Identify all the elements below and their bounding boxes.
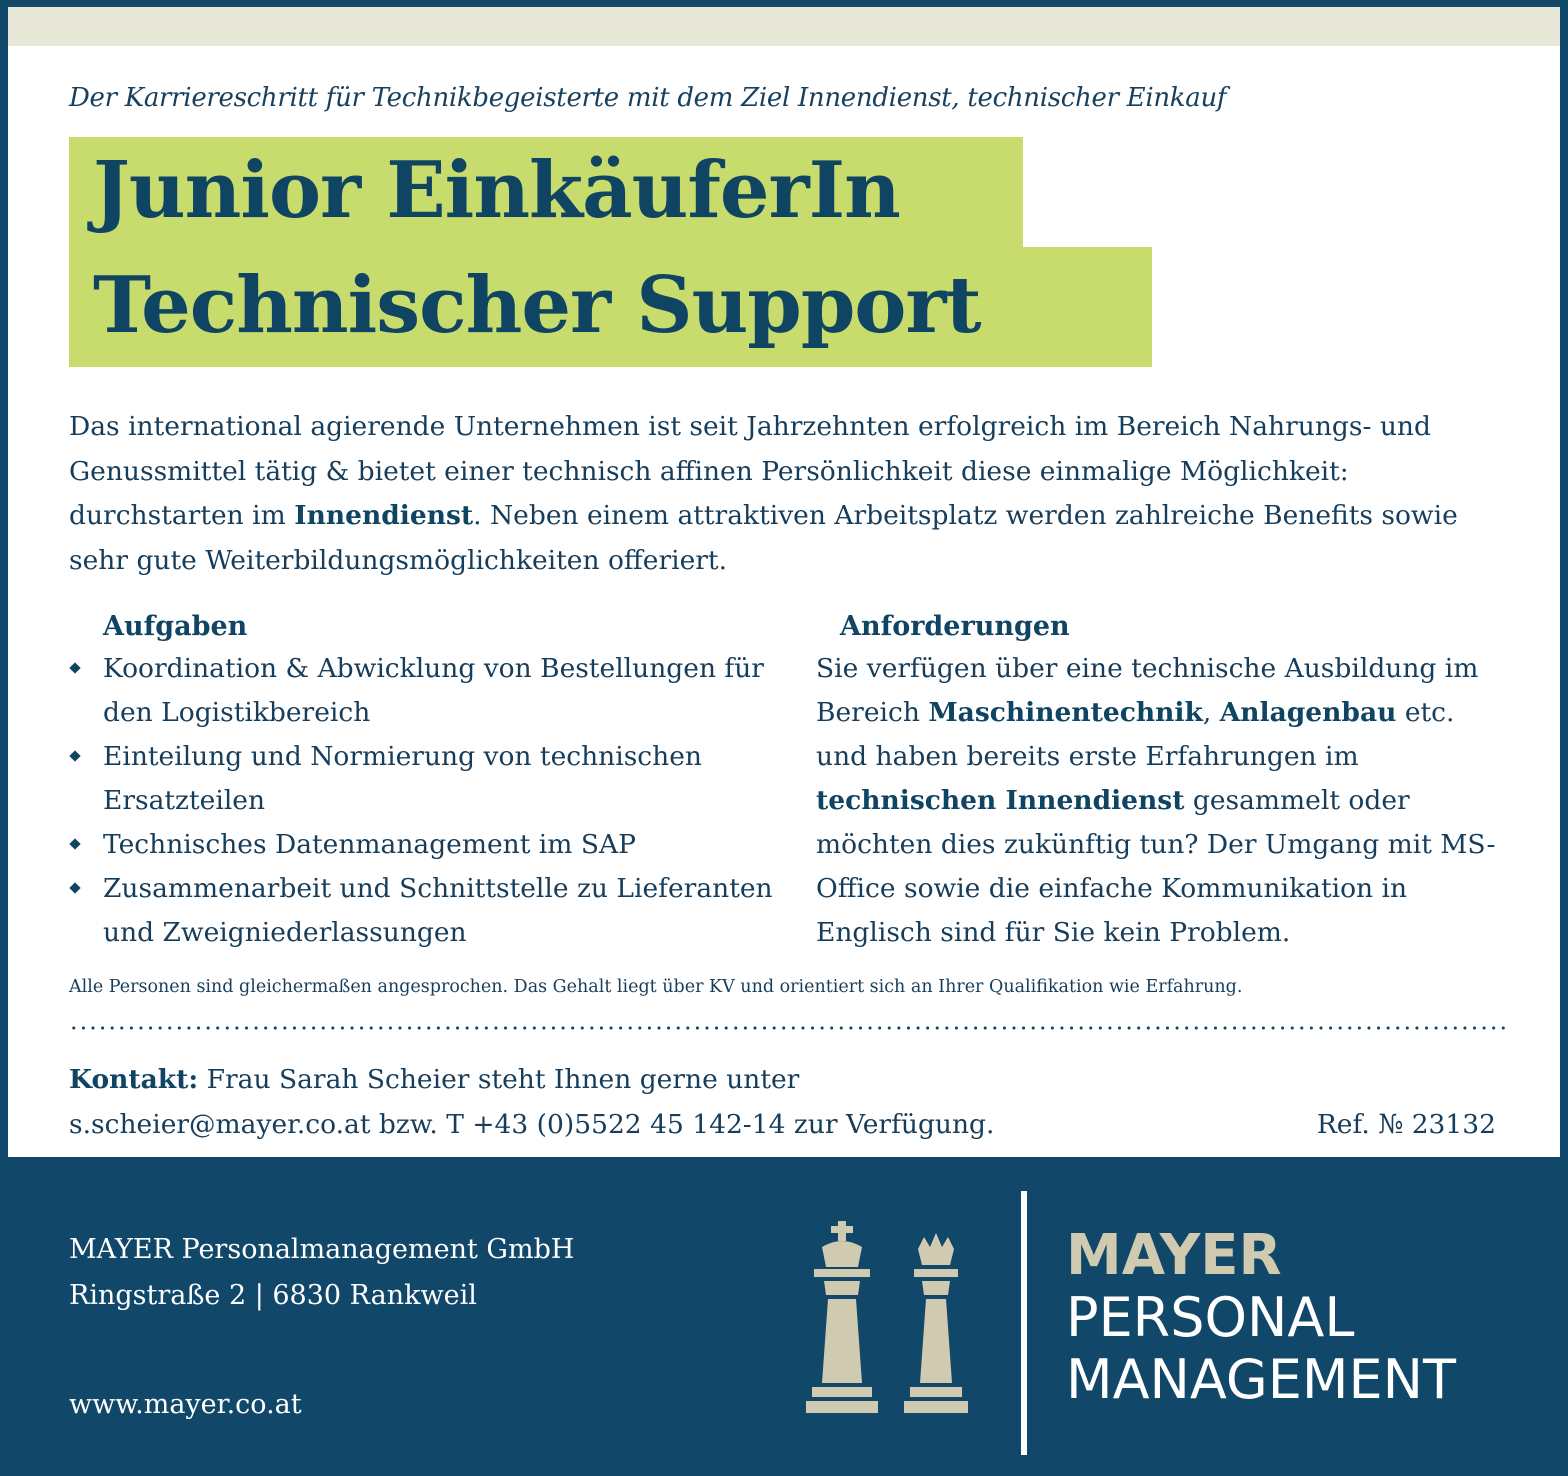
list-item xyxy=(69,647,789,735)
req-text-2: , xyxy=(1202,697,1220,728)
intro-bold: Innendienst xyxy=(294,500,474,531)
tasks-section xyxy=(69,607,789,955)
list-item xyxy=(69,867,789,955)
title-line-2: Technischer Support xyxy=(69,247,1152,367)
chess-king-icon xyxy=(806,1221,878,1413)
req-bold-3: technischen Innendienst xyxy=(816,785,1185,816)
intro-paragraph xyxy=(69,405,1509,583)
website-link[interactable]: www.mayer.co.at xyxy=(69,1389,302,1420)
task-text: Koordination & Abwicklung von Bestellungen für den Logistikbereich xyxy=(103,653,764,728)
contact-label: Kontakt: xyxy=(69,1064,199,1095)
req-bold-1: Maschinentechnik xyxy=(928,697,1203,728)
company-address xyxy=(69,1227,574,1319)
req-text-3: etc. und haben bereits erste Erfahrungen im xyxy=(816,697,1455,772)
chess-queen-icon xyxy=(904,1233,968,1413)
list-item xyxy=(69,823,789,867)
company-name: MAYER Personalmanagement GmbH xyxy=(69,1234,575,1265)
requirements-heading: Anforderungen xyxy=(840,611,1070,642)
task-text: Einteilung und Normierung von technischen Ersatzteilen xyxy=(103,741,702,816)
title-line-1: Junior EinkäuferIn xyxy=(69,137,1023,247)
intro-text-2: . Neben einem attraktiven Arbeitsplatz werden zahlreiche Benefits sowie sehr gute Weiterbildungsmöglichkeiten offeriert. xyxy=(69,500,1458,576)
job-title xyxy=(69,137,1152,367)
bullet-diamond-icon xyxy=(69,838,80,849)
req-bold-2: Anlagenbau xyxy=(1219,697,1397,728)
top-strip xyxy=(8,7,1560,46)
logo-mayer: MAYER xyxy=(1066,1223,1282,1288)
tasks-heading: Aufgaben xyxy=(103,611,248,642)
requirements-text xyxy=(806,647,1506,955)
equality-note: Alle Personen sind gleichermaßen angesprochen. Das Gehalt liegt über KV und orientiert sich an Ihrer Qualifikation wie Erfahrung. xyxy=(69,977,1243,997)
bullet-diamond-icon xyxy=(69,750,80,761)
list-item xyxy=(69,735,789,823)
bullet-diamond-icon xyxy=(69,662,80,673)
contact-line-1: Frau Sarah Scheier steht Ihnen gerne unter xyxy=(198,1064,800,1095)
contact-block xyxy=(69,1057,1509,1147)
chess-pieces-logo xyxy=(800,1215,990,1415)
requirements-section xyxy=(806,607,1506,955)
intro-text-1: Das international agierende Unternehmen ist seit Jahrzehnten erfolgreich im Bereich Nahrungs- und Genussmittel tätig & bietet einer technisch affinen Persönlichkeit diese einmalige Möglichkeit: durchstarten im xyxy=(69,411,1431,531)
req-text-4: gesammelt oder möchten dies zukünftig tun? Der Umgang mit MS-Office sowie die einfache Kommunikation in Englisch sind für Sie kein Problem. xyxy=(816,785,1496,948)
tagline: Der Karriereschritt für Technikbegeisterte mit dem Ziel Innendienst, technischer Einkauf xyxy=(69,83,1227,113)
dotted-divider xyxy=(69,1026,1507,1030)
reference-number: Ref. № 23132 xyxy=(1316,1109,1496,1140)
logo-management: MANAGEMENT xyxy=(1066,1348,1456,1411)
contact-line-2[interactable]: s.scheier@mayer.co.at bzw. T +43 (0)5522 45 142-14 zur Verfügung. xyxy=(69,1109,995,1140)
task-text: Technisches Datenmanagement im SAP xyxy=(103,829,636,860)
bullet-diamond-icon xyxy=(69,882,80,893)
req-text-1: Sie verfügen über eine technische Ausbildung im Bereich xyxy=(816,653,1479,728)
logo-personal: PERSONAL xyxy=(1066,1286,1355,1349)
logo-divider xyxy=(1021,1191,1027,1455)
task-text: Zusammenarbeit und Schnittstelle zu Lieferanten und Zweigniederlassungen xyxy=(103,873,773,948)
footer xyxy=(0,1157,1568,1476)
company-street: Ringstraße 2 | 6830 Rankweil xyxy=(69,1280,477,1311)
company-logo xyxy=(1066,1225,1456,1411)
task-list xyxy=(69,647,789,955)
